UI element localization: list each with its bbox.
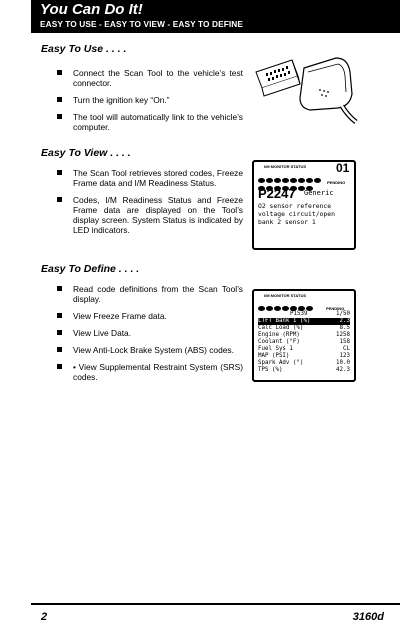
dtc-description-line: O2 sensor reference bbox=[258, 202, 332, 210]
model-number: 3160d bbox=[352, 611, 384, 623]
list-item: Read code definitions from the Scan Tool’s display. bbox=[57, 284, 243, 304]
list-item: View Anti-Lock Brake System (ABS) codes. bbox=[57, 345, 243, 355]
bullet-square-icon bbox=[57, 330, 62, 335]
list-item: View Freeze Frame data. bbox=[57, 311, 243, 321]
bullet-square-icon bbox=[57, 313, 62, 318]
table-row: Fuel Sys 1 CL bbox=[258, 346, 350, 352]
scan-tool-screen-freeze-frame bbox=[252, 289, 356, 382]
section-heading-define: Easy To Define . . . . bbox=[41, 263, 140, 275]
list-item: The Scan Tool retrieves stored codes, Freeze Frame data and I/M Readiness Status. bbox=[57, 168, 243, 188]
table-row: TPS (%) 42.3 bbox=[258, 367, 350, 373]
pending-label: PENDING bbox=[326, 306, 345, 311]
list-item: View Live Data. bbox=[57, 328, 243, 338]
list-item: Turn the ignition key “On.” bbox=[57, 95, 243, 105]
bullet-square-icon bbox=[57, 286, 62, 291]
page-header bbox=[31, 0, 400, 33]
dtc-description-line: bank 2 sensor 1 bbox=[258, 218, 316, 226]
bullet-square-icon bbox=[57, 170, 62, 175]
table-row: LTFT Bank 1 (%) 2.3 bbox=[258, 318, 350, 324]
freeze-frame-table bbox=[258, 318, 350, 374]
pending-label: PENDING bbox=[327, 180, 346, 185]
footer-divider bbox=[31, 603, 400, 605]
screen-banner: I/M MONITOR STATUS bbox=[264, 164, 306, 169]
dtc-type: Generic bbox=[304, 189, 334, 197]
bullet-square-icon bbox=[57, 364, 62, 369]
list-item: Connect the Scan Tool to the vehicle’s test connector. bbox=[57, 68, 243, 88]
dtc-code: P2247 bbox=[258, 186, 296, 201]
section-heading-use: Easy To Use . . . . bbox=[41, 43, 127, 55]
freeze-frame-code: P1539 bbox=[290, 311, 308, 317]
freeze-frame-counter: 1/50 bbox=[336, 311, 350, 317]
table-row: Calc Load (%) 8.5 bbox=[258, 325, 350, 331]
table-row: Coolant (°F) 158 bbox=[258, 339, 350, 345]
header-subtitle: EASY TO USE - EASY TO VIEW - EASY TO DEFINE bbox=[40, 19, 244, 29]
header-title: You Can Do It! bbox=[40, 1, 143, 18]
scan-tool-screen-code bbox=[252, 160, 356, 250]
bullet-square-icon bbox=[57, 70, 62, 75]
list-item: The tool will automatically link to the vehicle’s computer. bbox=[57, 112, 243, 132]
page-number: 2 bbox=[41, 611, 48, 623]
connector-illustration bbox=[252, 50, 356, 130]
bullet-square-icon bbox=[57, 197, 62, 202]
table-row: MAP (PSI) 123 bbox=[258, 353, 350, 359]
bullet-square-icon bbox=[57, 114, 62, 119]
bullet-square-icon bbox=[57, 347, 62, 352]
table-row: Spark Adv (°) 10.0 bbox=[258, 360, 350, 366]
bullet-list-view bbox=[57, 168, 243, 242]
dtc-description-line: voltage circuit/open bbox=[258, 210, 335, 218]
bullet-square-icon bbox=[57, 97, 62, 102]
list-item: Codes, I/M Readiness Status and Freeze Frame data are displayed on the Tool’s display screen. System Status is indicated by LED indicators. bbox=[57, 195, 243, 235]
bullet-list-define bbox=[57, 284, 243, 389]
code-count: 01 bbox=[336, 161, 350, 175]
bullet-list-use bbox=[57, 68, 243, 139]
list-item: • View Supplemental Restraint System (SRS) codes. bbox=[57, 362, 243, 382]
section-heading-view: Easy To View . . . . bbox=[41, 147, 131, 159]
table-row: Engine (RPM) 1258 bbox=[258, 332, 350, 338]
obd-connector-icon bbox=[252, 50, 362, 130]
screen-banner: I/M MONITOR STATUS bbox=[264, 293, 306, 298]
